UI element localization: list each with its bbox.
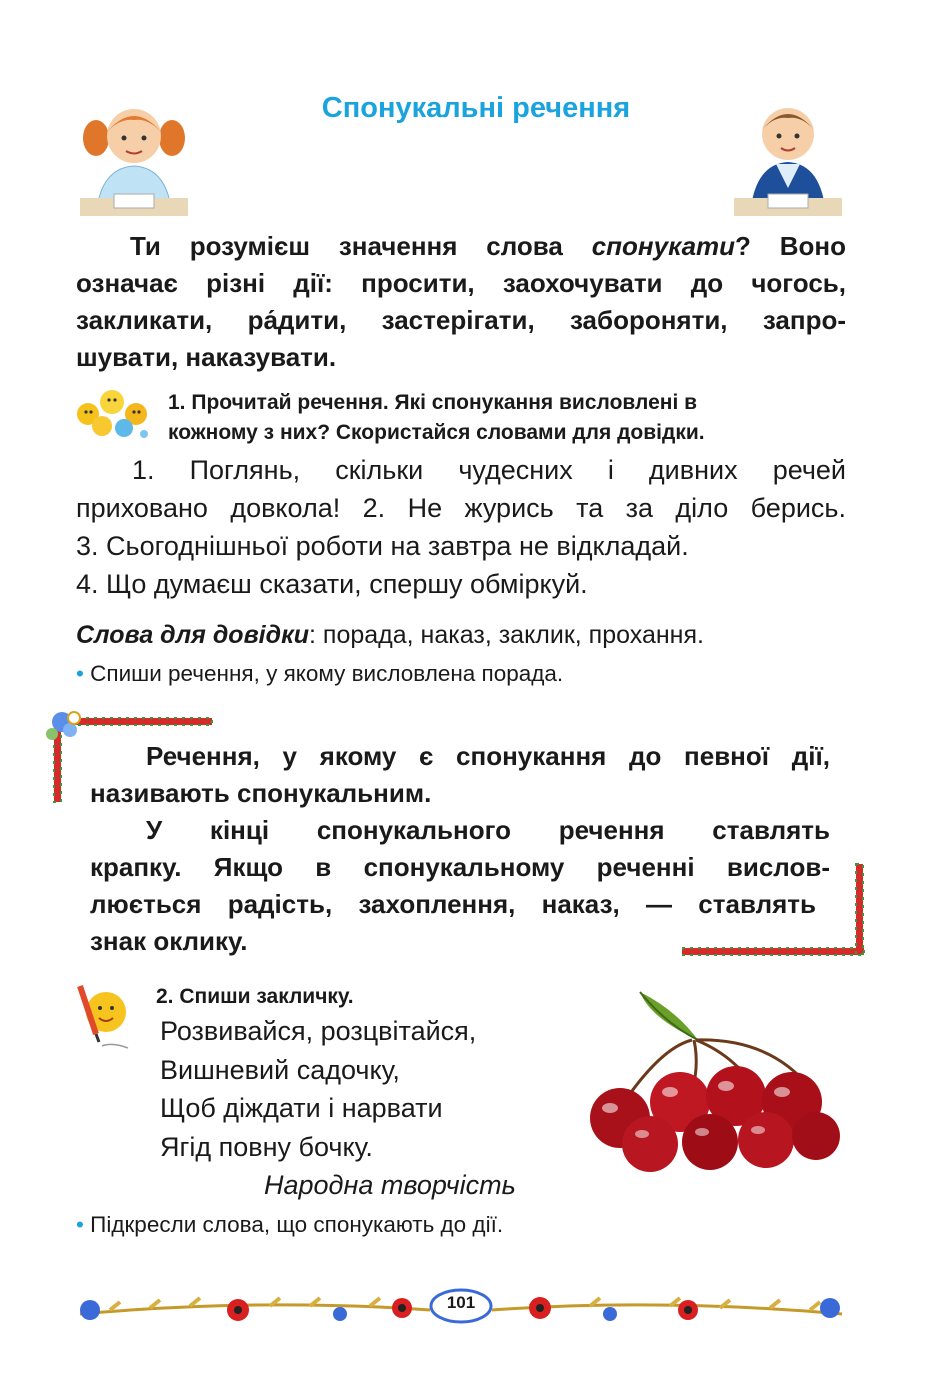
rule-line: називають спонукальним. [90, 778, 432, 808]
intro-line: Ти розумієш значення слова спонукати? Воно [130, 231, 846, 261]
task1-instruction: 1. Прочитай речення. Які спонукання висловлені в кожному з них? Скористайся словами для довідки. [168, 391, 705, 444]
poem-source: Народна творчість [264, 1170, 516, 1200]
sentence-line: 3. Сьогоднішньої роботи на завтра не відкладай. [76, 531, 689, 561]
task2-instruction: 2. Спиши закличку. [156, 985, 354, 1008]
boy-illustration [732, 98, 844, 216]
sentences-block [76, 451, 846, 603]
sun-friends-icon [72, 384, 154, 442]
poem-line: Розвивайся, розцвітайся, [160, 1016, 477, 1046]
intro-paragraph [76, 228, 846, 376]
rule-line: крапку. Якщо в спонукальному реченні вислов- [90, 852, 830, 882]
intro-line: шувати, наказувати. [76, 342, 337, 372]
rule-line: знак оклику. [90, 926, 248, 956]
bullet-task: • Підкресли слова, що спонукають до дії. [76, 1212, 504, 1237]
rule-line: люється радість, захоплення, наказ, — ставлять [90, 889, 816, 919]
girl-illustration [74, 98, 194, 216]
rule-line: Речення, у якому є спонукання до певної дії, [146, 741, 830, 771]
bullet-dot: • [76, 661, 84, 686]
sentence-line: 4. Що думаєш сказати, спершу обміркуй. [76, 569, 588, 599]
sentence-line: приховано довкола! 2. Не журись та за діло берись. [76, 493, 846, 523]
sentence-line: 1. Поглянь, скільки чудесних і дивних речей [132, 455, 846, 485]
bullet-task: • Спиши речення, у якому висловлена порада. [76, 661, 564, 686]
cherries-illustration [580, 988, 850, 1174]
rule-line: У кінці спонукального речення ставлять [146, 815, 830, 845]
poem-line: Щоб діждати і нарвати [160, 1093, 443, 1123]
term-spontukaty: спонукати [591, 231, 736, 261]
page-title: Спонукальні речення [321, 92, 631, 124]
poem [160, 1012, 476, 1166]
page-number: 101 [446, 1293, 476, 1312]
help-label: Слова для довідки [76, 621, 310, 649]
poem-line: Вишневий садочку, [160, 1054, 400, 1085]
help-words: Слова для довідки: порада, наказ, заклик, прохання. [76, 621, 704, 649]
intro-line: означає різні дії: просити, заохочувати до чогось, [76, 268, 846, 298]
poem-line: Ягід повну бочку. [160, 1131, 373, 1162]
bullet-dot: • [76, 1212, 84, 1237]
intro-line: закликати, ра́дити, застерігати, забороняти, запро- [76, 305, 846, 335]
rule-block [90, 738, 830, 960]
pencil-sun-icon [72, 982, 138, 1054]
